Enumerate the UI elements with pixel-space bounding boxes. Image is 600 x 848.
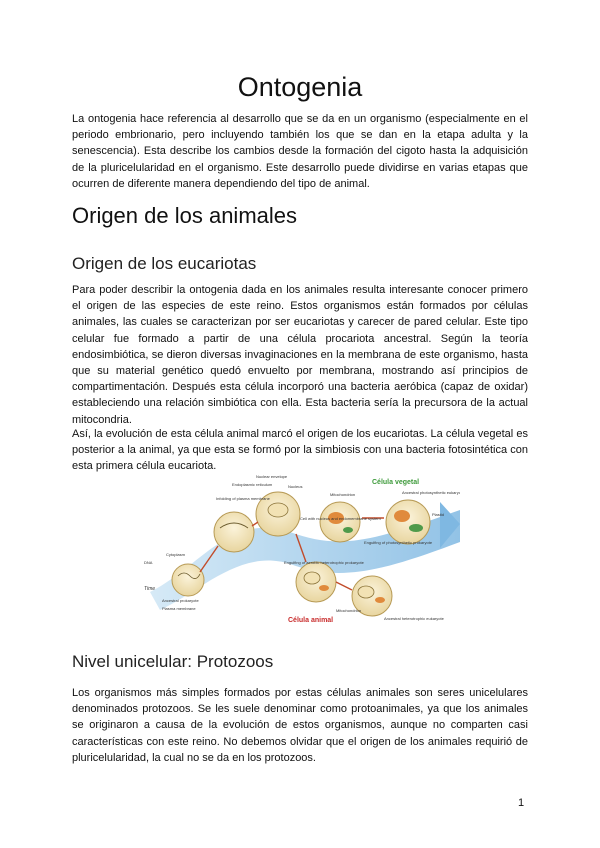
infolding-cell <box>214 512 254 552</box>
heterotrophic-cell <box>296 562 336 602</box>
label-time: Time <box>144 586 156 592</box>
label-nuclear-envelope: Nuclear envelope <box>256 474 288 479</box>
label-nucleus: Nucleus <box>288 484 303 489</box>
label-engulfing-photosynthetic: Engulfing of photosynthetic prokaryote <box>364 540 433 545</box>
label-plant-cell: Célula vegetal <box>372 479 420 486</box>
label-cytoplasm: Cytoplasm <box>166 552 185 557</box>
label-plasma-membrane: Plasma membrane <box>162 606 196 611</box>
label-ancestral-prokaryote: Ancestral prokaryote <box>162 598 199 603</box>
subsection-heading-protozoos: Nivel unicelular: Protozoos <box>72 652 274 671</box>
label-ancestral-heterotrophic: Ancestral heterotrophic eukaryote <box>384 616 444 621</box>
page-title: Ontogenia <box>237 72 363 102</box>
ancestral-prokaryote-cell <box>172 564 204 596</box>
label-infolding: Infolding of plasma membrane <box>216 496 270 501</box>
label-mitochondrion-bottom: Mitochondrion <box>336 608 362 613</box>
paragraph-eucariotas-1: Para poder describir la ontogenia dada en los animales resulta interesante conocer primero el origen de las especies de este reino. Estos organismos están formados por células animales, las cuales se caracterizan por ser eucariotas y carecer de pared celular. Este tipo celular fue formado a partir de una célula procariota ancestral. Según la teoría endosimbiótica, se dieron diversas invaginaciones en la membrana de este organismo, hasta que su material genético quedó envuelto por membrana, mostrando así principios de compartimentación. Después esta célula incorporó una bacteria aeróbica (capaz de oxidar) estableciendo una relación simbiótica con ella. Esta bacteria sería la precursora de la actual mitocondria. <box>72 284 528 426</box>
label-dna: DNA <box>144 560 153 565</box>
label-endoplasmic: Endoplasmic reticulum <box>232 482 273 487</box>
arrow-2 <box>252 522 258 526</box>
endosymbiosis-diagram <box>140 472 460 632</box>
label-engulfing-aerobic: Engulfing of aerobic heterotrophic prokaryote <box>284 560 364 565</box>
endosymbiosis-figure <box>140 472 460 632</box>
label-animal-cell: Célula animal <box>288 617 334 624</box>
label-ancestral-photosynthetic: Ancestral photosynthetic eukaryote <box>402 490 460 495</box>
subsection-heading-eucariotas: Origen de los eucariotas <box>72 254 257 273</box>
label-cell-with-nucleus: Cell with nucleus and endomembrane system <box>300 516 381 521</box>
paragraph-protozoos: Los organismos más simples formados por estas células animales son seres unicelulares denominados protozoos. Se les suele denominar como protoanimales, ya que los animales se originaron a causa de la evolución de estos organismos, aunque no comparten casi características con este reino. No debemos olvidar que el origen de los animales requirió de pluricelularidad, la cual no se da en los protozoos. <box>72 687 528 764</box>
paragraph-eucariotas-2: Así, la evolución de esta célula animal marcó el origen de los eucariotas. La célula vegetal es posterior a la animal, ya que esta se formó por la simbiosis con una bacteria fotosintética con esta primera célula eucariota. <box>72 428 528 473</box>
section-heading: Origen de los animales <box>72 203 298 228</box>
intro-paragraph: La ontogenia hace referencia al desarrollo que se da en un organismo (especialmente en el periodo embrionario, pero incluyendo también los que se dan en la etapa adulta y la senescencia). Esta describe los cambios desde la formación del cigoto hasta la adquisición de la pluricelularidad en el organismo. Este desarrollo puede dividirse en varias etapas que ocurren de diferente manera dependiendo del tipo de animal. <box>72 113 528 190</box>
page-number: 1 <box>518 797 525 809</box>
mitochondrion-cell <box>320 502 360 542</box>
label-mitochondrion-top: Mitochondrion <box>330 492 356 497</box>
arrow-4 <box>336 582 352 590</box>
photosynthetic-cell <box>386 500 430 544</box>
label-plastid: Plastid <box>432 512 445 517</box>
